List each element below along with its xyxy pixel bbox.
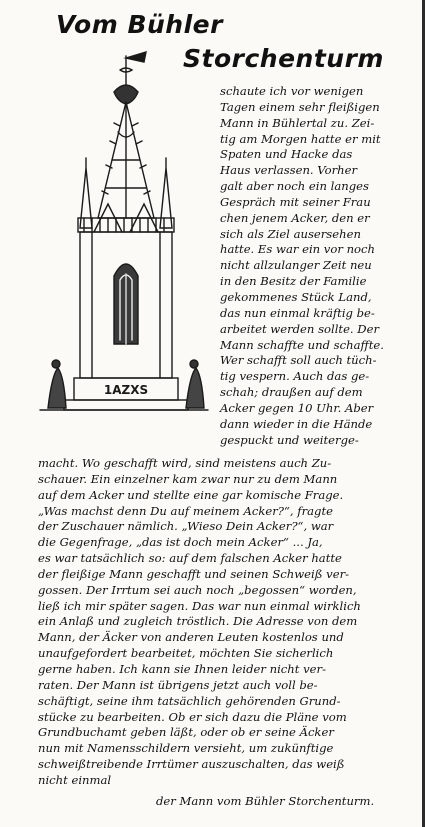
text-line: unaufgefordert bearbeitet, möchten Sie sicherlich — [38, 646, 334, 661]
text-line: Tagen einem sehr fleißigen — [220, 99, 380, 114]
text-line: das nun einmal kräftig be- — [220, 305, 375, 320]
text-line: in den Besitz der Familie — [220, 274, 367, 289]
author-signature: der Mann vom Bühler Storchenturm. — [156, 794, 375, 808]
text-line: sich als Ziel ausersehen — [220, 226, 361, 241]
text-line: Grundbuchamt geben läßt, oder ob er seine Äcker — [38, 725, 334, 740]
text-line: schweißtreibende Irrtümer auszuschalten, das weiß — [38, 757, 345, 772]
text-line: nicht einmal — [38, 772, 112, 787]
text-line: tig am Morgen hatte er mit — [220, 131, 381, 146]
text-line: arbeitet werden sollte. Der — [220, 321, 380, 336]
text-line: stücke zu bearbeiten. Ob er sich dazu die Pläne vom — [38, 709, 347, 724]
text-line: gerne haben. Ich kann sie Ihnen leider nicht ver- — [38, 661, 326, 676]
text-line: ließ ich mir später sagen. Das war nun einmal wirklich — [38, 598, 361, 613]
text-line: gespuckt und weiterge- — [220, 432, 359, 447]
tower-inscription: 1AZXS — [103, 383, 149, 397]
text-line: schauer. Ein einzelner kam zwar nur zu dem Mann — [38, 471, 338, 486]
text-line: die Gegenfrage, „das ist doch mein Acker“ ... Ja, — [38, 535, 323, 550]
text-line: schah; draußen auf dem — [220, 385, 363, 400]
text-line: gossen. Der Irrtum sei auch noch „begossen“ worden, — [38, 582, 357, 597]
text-line: Spaten und Hacke das — [220, 147, 353, 162]
text-line: „Was machst denn Du auf meinem Acker?“, fragte — [38, 503, 333, 518]
headline-line-2: Storchenturm — [183, 44, 384, 73]
text-line: raten. Der Mann ist übrigens jetzt auch voll be- — [38, 677, 318, 692]
text-column-right — [220, 84, 416, 448]
text-line: nicht allzulanger Zeit neu — [220, 258, 372, 273]
text-line: auf dem Acker und stellte eine gar komische Frage. — [38, 487, 344, 502]
text-line: schäftigt, seine ihm tatsächlich gehörenden Grund- — [38, 693, 341, 708]
headline-line-1: Vom Bühler — [56, 10, 223, 39]
text-line: der fleißige Mann geschafft und seinen Schweiß ver- — [38, 566, 350, 581]
text-line: Haus verlassen. Vorher — [220, 163, 357, 178]
text-line: schaute ich vor wenigen — [220, 84, 364, 98]
text-line: tig vespern. Auch das ge- — [220, 369, 370, 384]
text-line: ein Anlaß und zugleich tröstlich. Die Adresse von dem — [38, 614, 358, 629]
text-line: nun mit Namensschildern versieht, um zukünftige — [38, 741, 334, 756]
text-line: Wer schafft soll auch tüch- — [220, 353, 377, 368]
text-line: Acker gegen 10 Uhr. Aber — [220, 400, 374, 415]
text-column-full — [38, 456, 416, 789]
text-line: Mann, der Äcker von anderen Leuten kostenlos und — [38, 630, 344, 645]
text-line: es war tatsächlich so: auf dem falschen Acker hatte — [38, 551, 342, 566]
text-line: Mann in Bühlertal zu. Zei- — [220, 115, 375, 130]
storchenturm-illustration — [34, 48, 214, 444]
text-line: Gespräch mit seiner Frau — [220, 194, 371, 209]
text-line: Mann schaffte und schaffte. — [220, 337, 384, 352]
text-line: der Zuschauer nämlich. „Wieso Dein Acker?“, war — [38, 519, 334, 534]
text-line: gekommenes Stück Land, — [220, 289, 372, 304]
text-line: hatte. Es war ein vor noch — [220, 242, 375, 257]
text-line: macht. Wo geschafft wird, sind meistens auch Zu- — [38, 456, 332, 470]
text-line: galt aber noch ein langes — [220, 179, 369, 194]
text-line: dann wieder in die Hände — [220, 416, 373, 431]
text-line: chen jenem Acker, den er — [220, 210, 370, 225]
